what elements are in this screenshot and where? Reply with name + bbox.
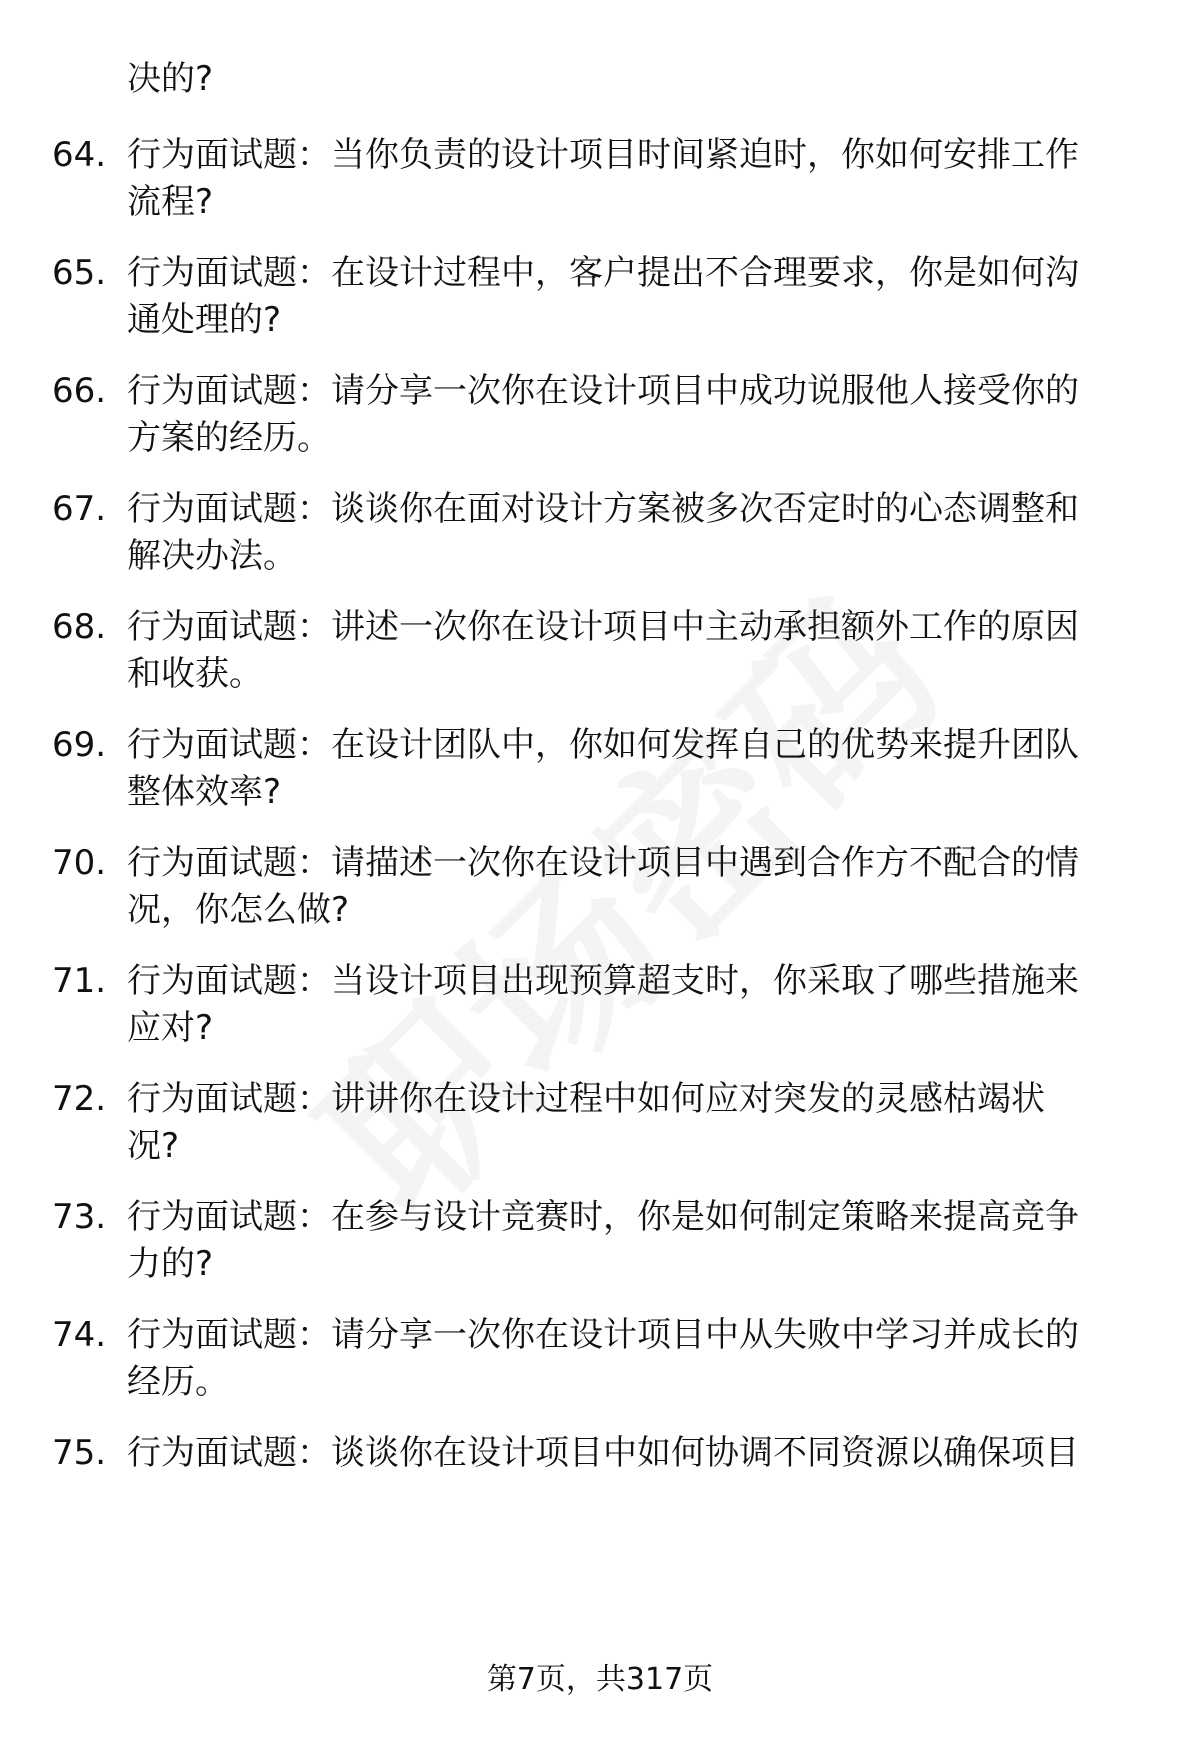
question-number: 66. [52,371,107,411]
question-text-continued: 流程? [127,182,214,222]
question-text-continued: 经历。 [127,1362,229,1402]
question-text-continued: 力的? [127,1244,214,1284]
question-number: 67. [52,489,107,529]
question-number: 75. [52,1433,107,1473]
question-text-continued: 通处理的? [127,300,282,340]
continuation-text: 决的? [127,59,214,99]
question-text: 行为面试题：谈谈你在设计项目中如何协调不同资源以确保项目 [127,1433,1079,1473]
question-text: 行为面试题：当设计项目出现预算超支时，你采取了哪些措施来 [127,961,1079,1001]
question-number: 69. [52,725,107,765]
question-number: 73. [52,1197,107,1237]
question-text: 行为面试题：请描述一次你在设计项目中遇到合作方不配合的情 [127,843,1079,883]
question-text: 行为面试题：讲讲你在设计过程中如何应对突发的灵感枯竭状 [127,1079,1045,1119]
question-text: 行为面试题：当你负责的设计项目时间紧迫时，你如何安排工作 [127,135,1079,175]
question-number: 72. [52,1079,107,1119]
question-text-continued: 应对? [127,1008,214,1048]
question-text-continued: 解决办法。 [127,536,297,576]
question-number: 68. [52,607,107,647]
question-text-continued: 和收获。 [127,654,263,694]
question-number: 65. [52,253,107,293]
question-text-continued: 方案的经历。 [127,418,331,458]
question-text-continued: 整体效率? [127,772,282,812]
question-number: 71. [52,961,107,1001]
question-number: 64. [52,135,107,175]
question-text-continued: 况? [127,1126,180,1166]
question-text-continued: 况，你怎么做? [127,890,350,930]
question-text: 行为面试题：谈谈你在面对设计方案被多次否定时的心态调整和 [127,489,1079,529]
question-text: 行为面试题：在设计团队中，你如何发挥自己的优势来提升团队 [127,725,1079,765]
question-text: 行为面试题：在参与设计竞赛时，你是如何制定策略来提高竞争 [127,1197,1079,1237]
question-text: 行为面试题：请分享一次你在设计项目中从失败中学习并成长的 [127,1315,1079,1355]
question-text: 行为面试题：请分享一次你在设计项目中成功说服他人接受你的 [127,371,1079,411]
question-text: 行为面试题：在设计过程中，客户提出不合理要求，你是如何沟 [127,253,1079,293]
question-text: 行为面试题：讲述一次你在设计项目中主动承担额外工作的原因 [127,607,1079,647]
question-number: 74. [52,1315,107,1355]
page-number-footer: 第7页，共317页 [486,1662,714,1697]
question-number: 70. [52,843,107,883]
